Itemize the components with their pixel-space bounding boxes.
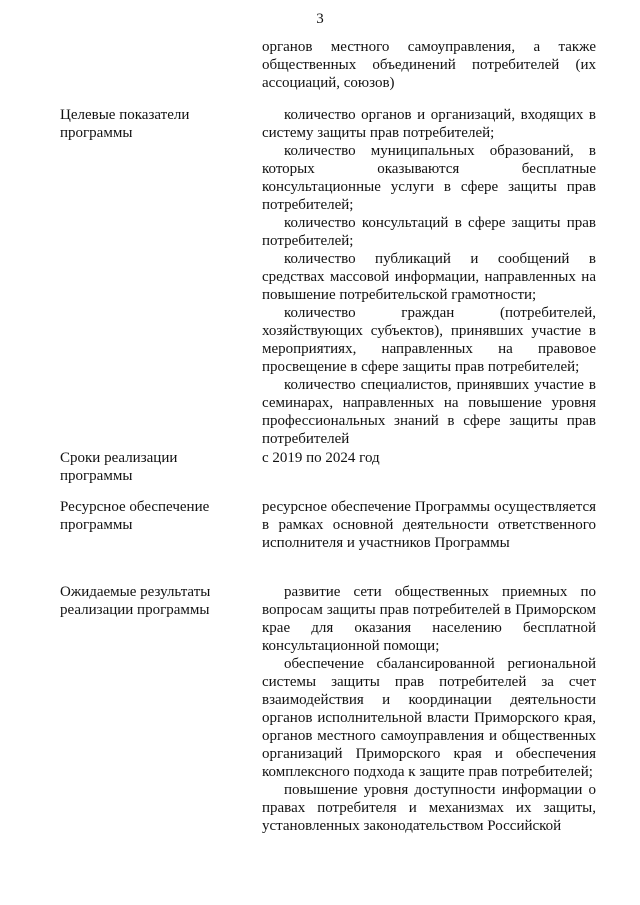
paragraph: количество специалистов, принявших участие в семинарах, направленных на повышение уровня профессиональных знаний в сфере защиты прав потребителей	[262, 377, 596, 447]
paragraph: ресурсное обеспечение Программы осуществляется в рамках основной деятельности ответственного исполнителя и участников Программы	[262, 499, 596, 551]
continuation-text: органов местного самоуправления, а также общественных объединений потребителей (их ассоциаций, союзов)	[262, 39, 596, 91]
paragraph: количество публикаций и сообщений в средствах массовой информации, направленных на повышение потребительской грамотности;	[262, 251, 596, 303]
section-label-target-indicators: Целевые показатели программы	[60, 107, 190, 141]
section-label-expected-results: Ожидаемые результаты реализации программы	[60, 584, 211, 618]
section-content-timeline	[262, 449, 596, 467]
paragraph: развитие сети общественных приемных по вопросам защиты прав потребителей в Приморском крае для оказания населению бесплатной консультационной помощи;	[262, 584, 596, 654]
section-content-expected-results	[262, 583, 596, 835]
paragraph: обеспечение сбалансированной региональной системы защиты прав потребителей за счет взаимодействия и координации деятельности органов исполнительной власти Приморского края, органов местного самоуправления и общественных организаций Приморского края и обеспечения комплексного подхода к защите прав потребителей;	[262, 656, 596, 780]
paragraph: количество муниципальных образований, в которых оказываются бесплатные консультационные услуги в сфере защиты прав потребителей;	[262, 143, 596, 213]
paragraph: количество органов и организаций, входящих в систему защиты прав потребителей;	[262, 107, 596, 141]
section-label-timeline: Сроки реализации программы	[60, 450, 178, 484]
paragraph: повышение уровня доступности информации о правах потребителя и механизмах их защиты, установленных законодательством Российской	[262, 782, 596, 834]
section-content-target-indicators	[262, 106, 596, 448]
paragraph: количество граждан (потребителей, хозяйствующих субъектов), принявших участие в мероприятиях, направленных на правовое просвещение в сфере защиты прав потребителей;	[262, 305, 596, 375]
page-number: 3	[316, 11, 324, 27]
paragraph: количество консультаций в сфере защиты прав потребителей;	[262, 215, 596, 249]
paragraph: с 2019 по 2024 год	[262, 450, 380, 466]
continuation-content	[262, 38, 596, 92]
section-label-resources: Ресурсное обеспечение программы	[60, 499, 210, 533]
section-content-resources	[262, 498, 596, 552]
